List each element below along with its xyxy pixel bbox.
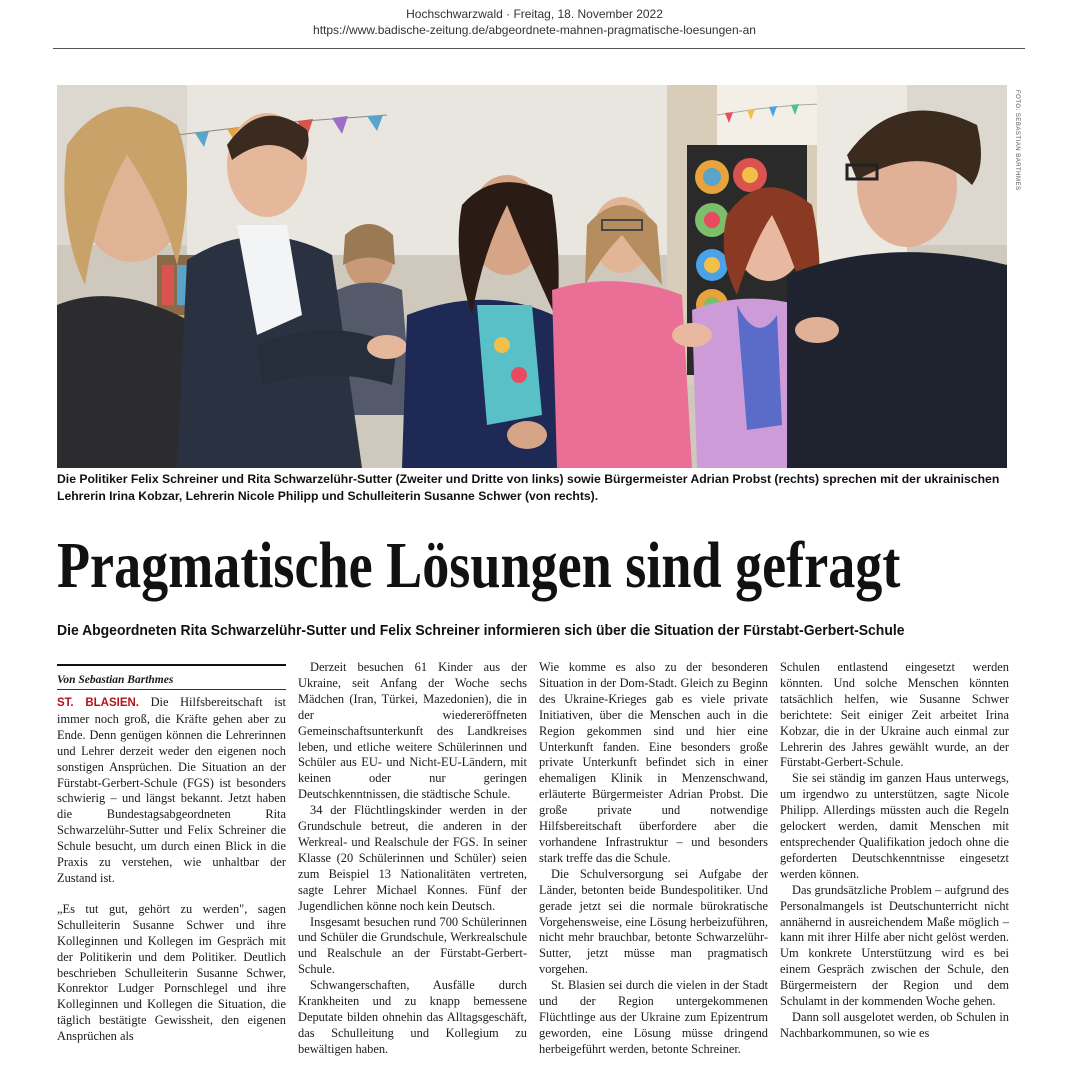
article-column-2: [298, 660, 527, 1058]
lead-paragraph: [57, 695, 286, 887]
article-url[interactable]: https://www.badische-zeitung.de/abgeordnete-mahnen-pragmatische-loesungen-an: [313, 23, 756, 37]
article-subheadline: Die Abgeordneten Rita Schwarzelühr-Sutter und Felix Schreiner informieren sich über die Situation der Fürstabt-Gerbert-Schule: [57, 622, 905, 639]
paragraph: Schulen entlastend eingesetzt werden könnten. Und solche Menschen könnten tatsächlich helfen, wie Susanne Schwer berichtete: Seit einiger Zeit arbeitet Irina Kobzar, die in der Ukraine auch einmal zur Lehrerin des Jahres gewählt wurde, an der Fürstabt-Gerbert-Schule.: [780, 660, 1009, 770]
photo-illustration: [57, 85, 1007, 468]
article-headline: Pragmatische Lösungen sind gefragt: [57, 529, 901, 602]
byline-rule: [57, 664, 286, 666]
paragraph: Sie sei ständig im ganzen Haus unterwegs, um irgendwo zu unterstützen, sagte Nicole Philipp. Allerdings müssten auch die Regeln gelockert werden, damit Menschen mit entsprechender Qualifikation jedoch ohne die geforderten Deutschkenntnisse eingesetzt werden können.: [780, 771, 1009, 881]
paragraph: Wie komme es also zu der besonderen Situation in der Dom-Stadt. Gleich zu Beginn des Ukraine-Krieges gab es viele private Initiativen, über die Menschen auch in die Region gekommen sind und hier eine Unterkunft fanden. Eine besonders große private Unterkunft befindet sich in einer ehemaligen Klinik in Menzenschwand, erläuterte Bürgermeister Adrian Probst. Die große private und notwendige Hilfsbereitschaft überfordere aber die vorhandene Infrastruktur – und besonders stark treffe das die Schule.: [539, 660, 768, 865]
paragraph: Das grundsätzliche Problem – aufgrund des Personalmangels ist Deutschunterricht nicht annähernd in ausreichendem Maße möglich – kann mit ihrer Hilfe aber nicht gelöst werden. Um konkrete Unterstützung wird es bei einem Gespräch zwischen der Schule, den Bürgermeistern der Region und dem Schulamt in der kommenden Woche gehen.: [780, 882, 1009, 1009]
article-column-4: [780, 660, 1009, 1042]
issue-line: Hochschwarzwald · Freitag, 18. November 2022: [406, 7, 663, 21]
paragraph: Dann soll ausgelotet werden, ob Schulen in Nachbarkommunen, so wie es: [780, 1009, 1009, 1040]
article-photo: [57, 85, 1007, 468]
article-column-3: [539, 660, 768, 1058]
byline: Von Sebastian Barthmes: [57, 674, 174, 686]
page-header: [0, 6, 1069, 38]
paragraph: Insgesamt besuchen rund 700 Schülerinnen und Schüler die Grundschule, Werkrealschule und Realschule an der Fürstabt-Gerbert-Schule.: [298, 914, 527, 977]
paragraph: Die Schulversorgung sei Aufgabe der Länder, betonten beide Bundespolitiker. Und gerade jetzt sei die normale bürokratische Vorgehensweise, eine Lösung herbeizuführen, nicht mehr brauchbar, betonte Schwarzelühr-Sutter, jetzt müsse man pragmatisch vorgehen.: [539, 866, 768, 977]
dateline: ST. BLASIEN.: [57, 697, 139, 709]
paragraph: „Es tut gut, gehört zu werden", sagen Schulleiterin Susanne Schwer und ihre Kolleginnen und Kollegen im Gespräch mit der Politikerin und dem Politiker. Deutlich beschrieben Schulleiterin Susanne Schwer, Konrektor Ludger Pornschlegel und ihre Kolleginnen und Kollegen die Situation, die täglich bestätigte Gewissheit, den eigenen Ansprüchen als: [57, 901, 286, 1044]
photo-credit: FOTO: SEBASTIAN BARTHMES: [1014, 90, 1020, 191]
photo-caption: Die Politiker Felix Schreiner und Rita Schwarzelühr-Sutter (Zweiter und Dritte von links) sowie Bürgermeister Adrian Probst (rechts) sprechen mit der ukrainischen Lehrerin Irina Kobzar, Lehrerin Nicole Philipp und Schulleiterin Susanne Schwer (von rechts).: [57, 472, 1000, 503]
paragraph-text: Die Hilfsbereitschaft ist immer noch groß, die Kräfte gehen aber zu Ende. Denn genügen können die Lehrerinnen und Lehrer derzeit weder den eigenen noch sonstigen Ansprüchen. Die Situation an der Fürstabt-Gerbert-Schule (FGS) ist besonders schwierig – und längst bekannt. Jetzt haben die Bundestagsabgeordneten Rita Schwarzelühr-Sutter und Felix Schreiner die Schule besucht, um durch einen Blick in die Praxis zu verstehen, wie unhaltbar der Zustand ist.: [57, 695, 286, 885]
paragraph: Derzeit besuchen 61 Kinder aus der Ukraine, seit Anfang der Woche sechs Mädchen (Iran, Türkei, Mazedonien), die in der wiedereröffneten Gemeinschaftsunterkunft des Landkreises leben, und etliche weitere Schülerinnen und Schüler aus EU- und Nicht-EU-Ländern, mit keinen oder nur geringen Deutschkenntnissen, die städtische Schule.: [298, 660, 527, 802]
byline-divider: [57, 689, 286, 690]
header-divider: [53, 48, 1025, 49]
paragraph: 34 der Flüchtlingskinder werden in der Grundschule betreut, die anderen in der Werkreal- und Realschule der FGS. In seiner Klasse (20 Schülerinnen und Schüler) seien zum Beispiel 13 Nationalitäten vertreten, sagte Lehrer Michael Konnes. Fünf der Jugendlichen könne noch kein Deutsch.: [298, 803, 527, 913]
paragraph: St. Blasien sei durch die vielen in der Stadt und der Region untergekommenen Flüchtlinge aus der Ukraine zum Epizentrum geworden, eine Lösung müsse dringend herbeigeführt werden, betonte Schreiner.: [539, 978, 768, 1056]
article-column-1: [57, 660, 286, 1045]
paragraph: Schwangerschaften, Ausfälle durch Krankheiten und zu knapp bemessene Deputate bilden ohnehin das Alltagsgeschäft, das Schulleitung und Kollegium zu bewältigen haben.: [298, 978, 527, 1056]
